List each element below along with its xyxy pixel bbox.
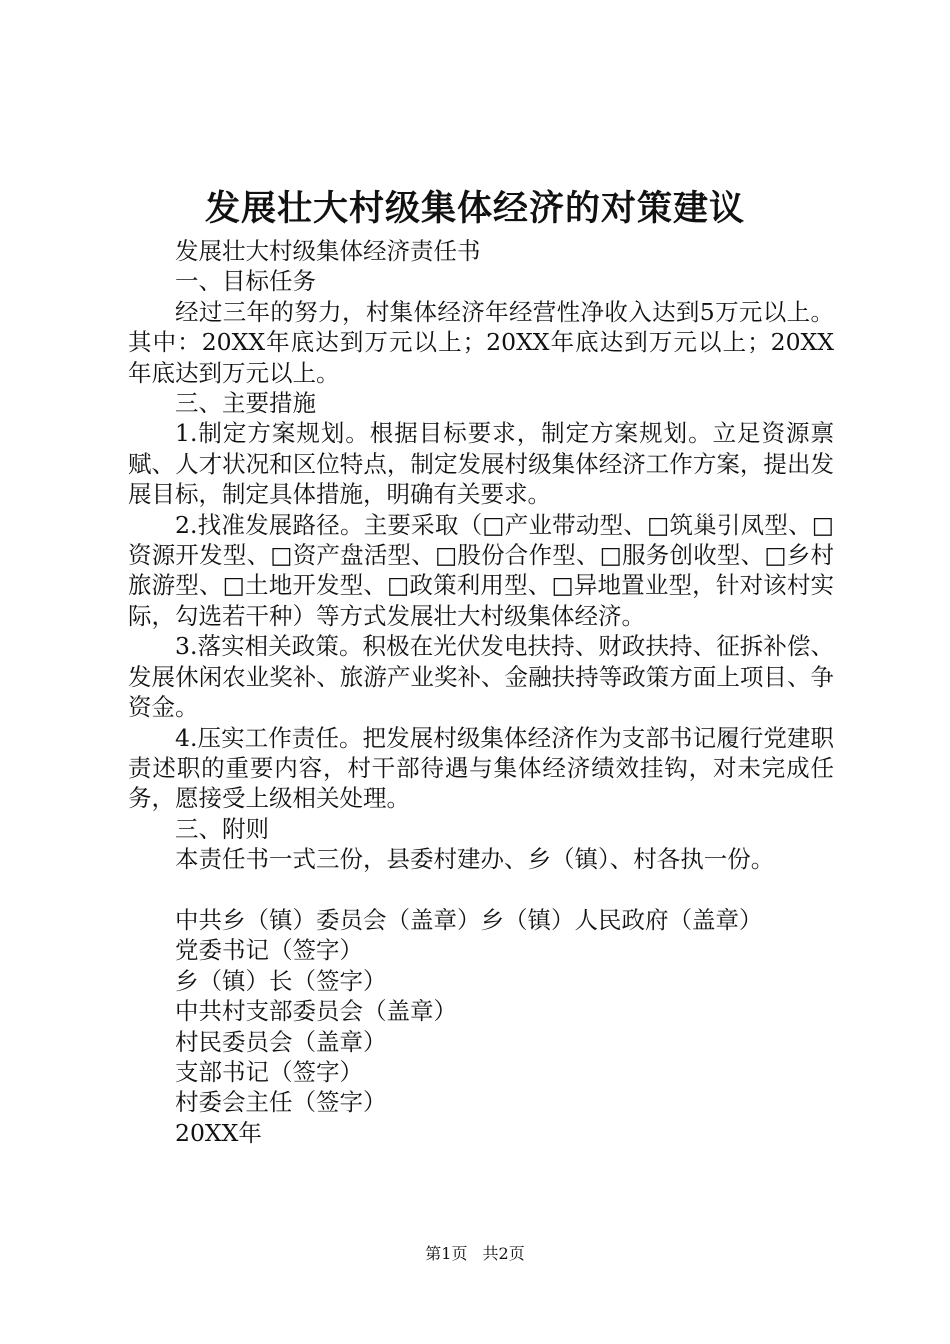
paragraph-measure-3: 3.落实相关政策。积极在光伏发电扶持、财政扶持、征拆补偿、发展休闲农业奖补、旅游产业奖补、金融扶持等政策方面上项目、争资金。 bbox=[128, 632, 834, 722]
page-footer bbox=[0, 1240, 950, 1268]
signature-line: 村民委员会（盖章） bbox=[175, 1027, 387, 1056]
page-total: 共2页 bbox=[482, 1244, 525, 1263]
signature-block bbox=[128, 905, 834, 1148]
document-title: 发展壮大村级集体经济的对策建议 bbox=[204, 188, 745, 229]
document-body bbox=[128, 236, 834, 1148]
paragraph-appendix: 本责任书一式三份，县委村建办、乡（镇）、村各执一份。 bbox=[175, 845, 775, 874]
blank-line bbox=[128, 875, 834, 905]
signature-line: 乡（镇）长（签字） bbox=[175, 966, 387, 995]
paragraph-measure-4: 4.压实工作责任。把发展村级集体经济作为支部书记履行党建职责述职的重要内容，村干部待遇与集体经济绩效挂钩，对未完成任务，愿接受上级相关处理。 bbox=[128, 723, 834, 813]
paragraph-subtitle: 发展壮大村级集体经济责任书 bbox=[175, 237, 481, 265]
signature-line: 支部书记（签字） bbox=[175, 1057, 363, 1086]
heading-goal: 一、目标任务 bbox=[175, 267, 316, 296]
paragraph-goal: 经过三年的努力，村集体经济年经营性净收入达到5万元以上。其中：20XX年底达到万元以上；20XX年底达到万元以上；20XX年底达到万元以上。 bbox=[128, 297, 834, 387]
paragraph-measure-1: 1.制定方案规划。根据目标要求，制定方案规划。立足资源禀赋、人才状况和区位特点，制定发展村级集体经济工作方案，提出发展目标，制定具体措施，明确有关要求。 bbox=[128, 419, 834, 509]
heading-measures: 三、主要措施 bbox=[175, 389, 316, 418]
signature-line: 村委会主任（签字） bbox=[175, 1088, 387, 1117]
signature-date: 20XX年 bbox=[175, 1118, 262, 1147]
signature-line: 中共乡（镇）委员会（盖章）乡（镇）人民政府（盖章） bbox=[175, 905, 763, 934]
page-number: 第1页 bbox=[425, 1244, 468, 1263]
paragraph-measure-2: 2.找准发展路径。主要采取（□产业带动型、□筑巢引凤型、□资源开发型、□资产盘活型、□股份合作型、□服务创收型、□乡村旅游型、□土地开发型、□政策利用型、□异地置业型，针对该村实际，勾选若干种）等方式发展壮大村级集体经济。 bbox=[128, 510, 834, 630]
signature-line: 党委书记（签字） bbox=[175, 936, 363, 965]
heading-appendix: 三、附则 bbox=[175, 814, 269, 843]
signature-line: 中共村支部委员会（盖章） bbox=[175, 997, 457, 1026]
